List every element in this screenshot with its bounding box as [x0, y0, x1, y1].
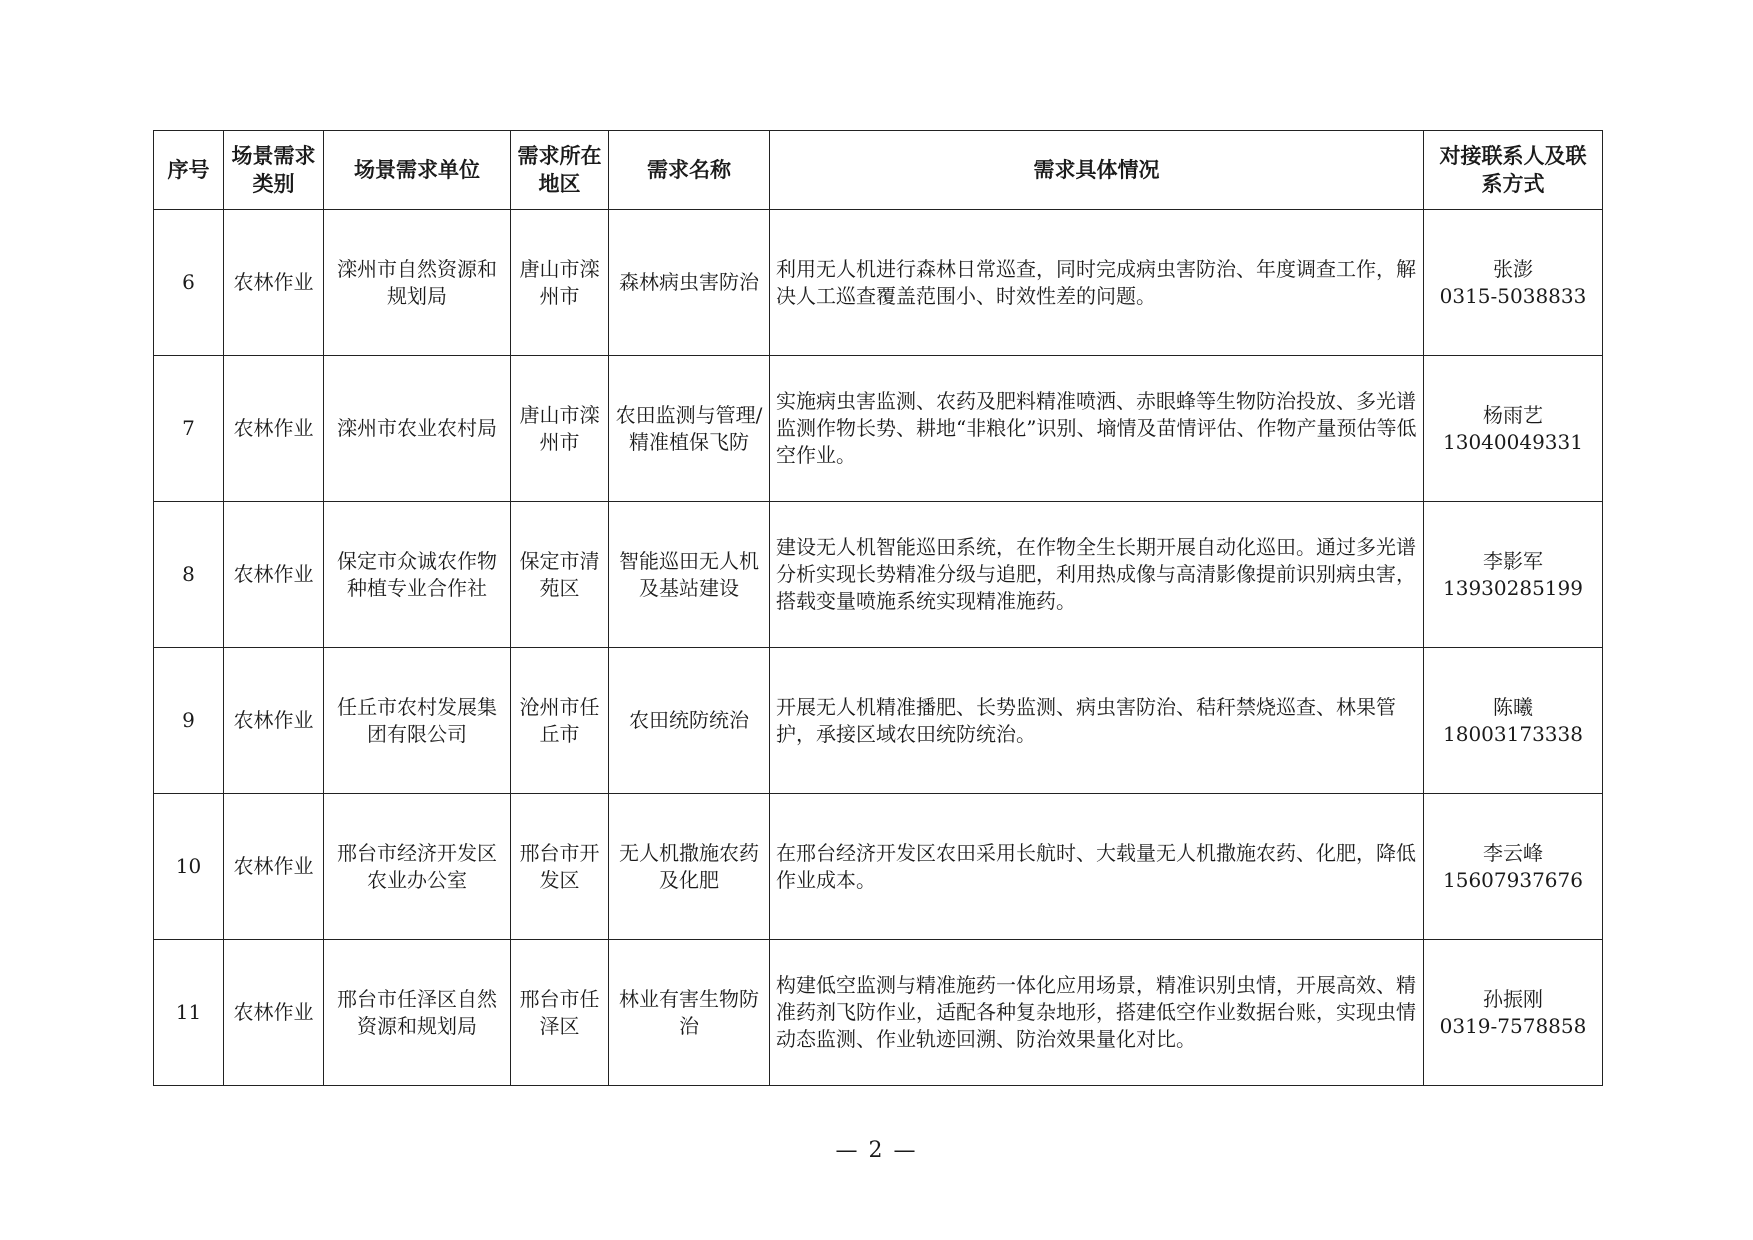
cell-name: 林业有害生物防治 [609, 940, 770, 1086]
table-row [154, 210, 1603, 356]
cell-name: 森林病虫害防治 [609, 210, 770, 356]
header-location: 需求所在地区 [511, 131, 609, 210]
contact-name: 陈曦 [1493, 694, 1533, 719]
cell-category: 农林作业 [224, 210, 324, 356]
table-row [154, 648, 1603, 794]
cell-seq: 6 [154, 210, 224, 356]
cell-detail: 实施病虫害监测、农药及肥料精准喷洒、赤眼蜂等生物防治投放、多光谱监测作物长势、耕地“非粮化”识别、墒情及苗情评估、作物产量预估等低空作业。 [770, 356, 1424, 502]
requirements-table-container [153, 130, 1602, 1086]
cell-unit: 任丘市农村发展集团有限公司 [324, 648, 511, 794]
page-number: — 2 — [835, 1138, 918, 1163]
cell-location: 唐山市滦州市 [511, 356, 609, 502]
cell-name: 农田统防统治 [609, 648, 770, 794]
cell-category: 农林作业 [224, 648, 324, 794]
contact-phone: 15607937676 [1443, 867, 1583, 892]
cell-location: 保定市清苑区 [511, 502, 609, 648]
cell-unit: 滦州市农业农村局 [324, 356, 511, 502]
cell-category: 农林作业 [224, 940, 324, 1086]
table-header-row [154, 131, 1603, 210]
requirements-table [153, 130, 1603, 1086]
contact-phone: 13040049331 [1443, 429, 1583, 454]
cell-detail: 构建低空监测与精准施药一体化应用场景，精准识别虫情，开展高效、精准药剂飞防作业，适配各种复杂地形，搭建低空作业数据台账，实现虫情动态监测、作业轨迹回溯、防治效果量化对比。 [770, 940, 1424, 1086]
contact-phone: 0319-7578858 [1439, 1013, 1587, 1038]
table-row [154, 794, 1603, 940]
header-name: 需求名称 [609, 131, 770, 210]
cell-detail: 在邢台经济开发区农田采用长航时、大载量无人机撒施农药、化肥，降低作业成本。 [770, 794, 1424, 940]
cell-seq: 11 [154, 940, 224, 1086]
cell-detail: 建设无人机智能巡田系统，在作物全生长期开展自动化巡田。通过多光谱分析实现长势精准分级与追肥，利用热成像与高清影像提前识别病虫害，搭载变量喷施系统实现精准施药。 [770, 502, 1424, 648]
cell-detail: 利用无人机进行森林日常巡查，同时完成病虫害防治、年度调查工作，解决人工巡查覆盖范围小、时效性差的问题。 [770, 210, 1424, 356]
cell-seq: 9 [154, 648, 224, 794]
cell-location: 邢台市开发区 [511, 794, 609, 940]
contact-name: 李云峰 [1483, 840, 1543, 865]
header-category: 场景需求类别 [224, 131, 324, 210]
contact-name: 杨雨艺 [1483, 402, 1543, 427]
cell-name: 农田监测与管理/精准植保飞防 [609, 356, 770, 502]
cell-category: 农林作业 [224, 356, 324, 502]
cell-seq: 10 [154, 794, 224, 940]
contact-name: 李影军 [1483, 548, 1543, 573]
cell-location: 沧州市任丘市 [511, 648, 609, 794]
cell-contact [1424, 940, 1603, 1086]
cell-name: 智能巡田无人机及基站建设 [609, 502, 770, 648]
cell-seq: 7 [154, 356, 224, 502]
contact-name: 孙振刚 [1483, 986, 1543, 1011]
cell-contact [1424, 648, 1603, 794]
contact-phone: 13930285199 [1443, 575, 1583, 600]
cell-unit: 邢台市经济开发区农业办公室 [324, 794, 511, 940]
cell-seq: 8 [154, 502, 224, 648]
cell-category: 农林作业 [224, 794, 324, 940]
cell-contact [1424, 794, 1603, 940]
cell-location: 邢台市任泽区 [511, 940, 609, 1086]
table-row [154, 940, 1603, 1086]
cell-contact [1424, 356, 1603, 502]
cell-location: 唐山市滦州市 [511, 210, 609, 356]
cell-category: 农林作业 [224, 502, 324, 648]
contact-phone: 0315-5038833 [1439, 283, 1587, 308]
header-unit: 场景需求单位 [324, 131, 511, 210]
cell-unit: 保定市众诚农作物种植专业合作社 [324, 502, 511, 648]
contact-phone: 18003173338 [1443, 721, 1583, 746]
cell-name: 无人机撒施农药及化肥 [609, 794, 770, 940]
cell-contact [1424, 502, 1603, 648]
table-row [154, 502, 1603, 648]
cell-unit: 滦州市自然资源和规划局 [324, 210, 511, 356]
cell-contact [1424, 210, 1603, 356]
table-row [154, 356, 1603, 502]
header-seq: 序号 [154, 131, 224, 210]
cell-unit: 邢台市任泽区自然资源和规划局 [324, 940, 511, 1086]
header-detail: 需求具体情况 [770, 131, 1424, 210]
header-contact: 对接联系人及联系方式 [1424, 131, 1603, 210]
cell-detail: 开展无人机精准播肥、长势监测、病虫害防治、秸秆禁烧巡查、林果管护，承接区域农田统防统治。 [770, 648, 1424, 794]
contact-name: 张澎 [1493, 256, 1533, 281]
